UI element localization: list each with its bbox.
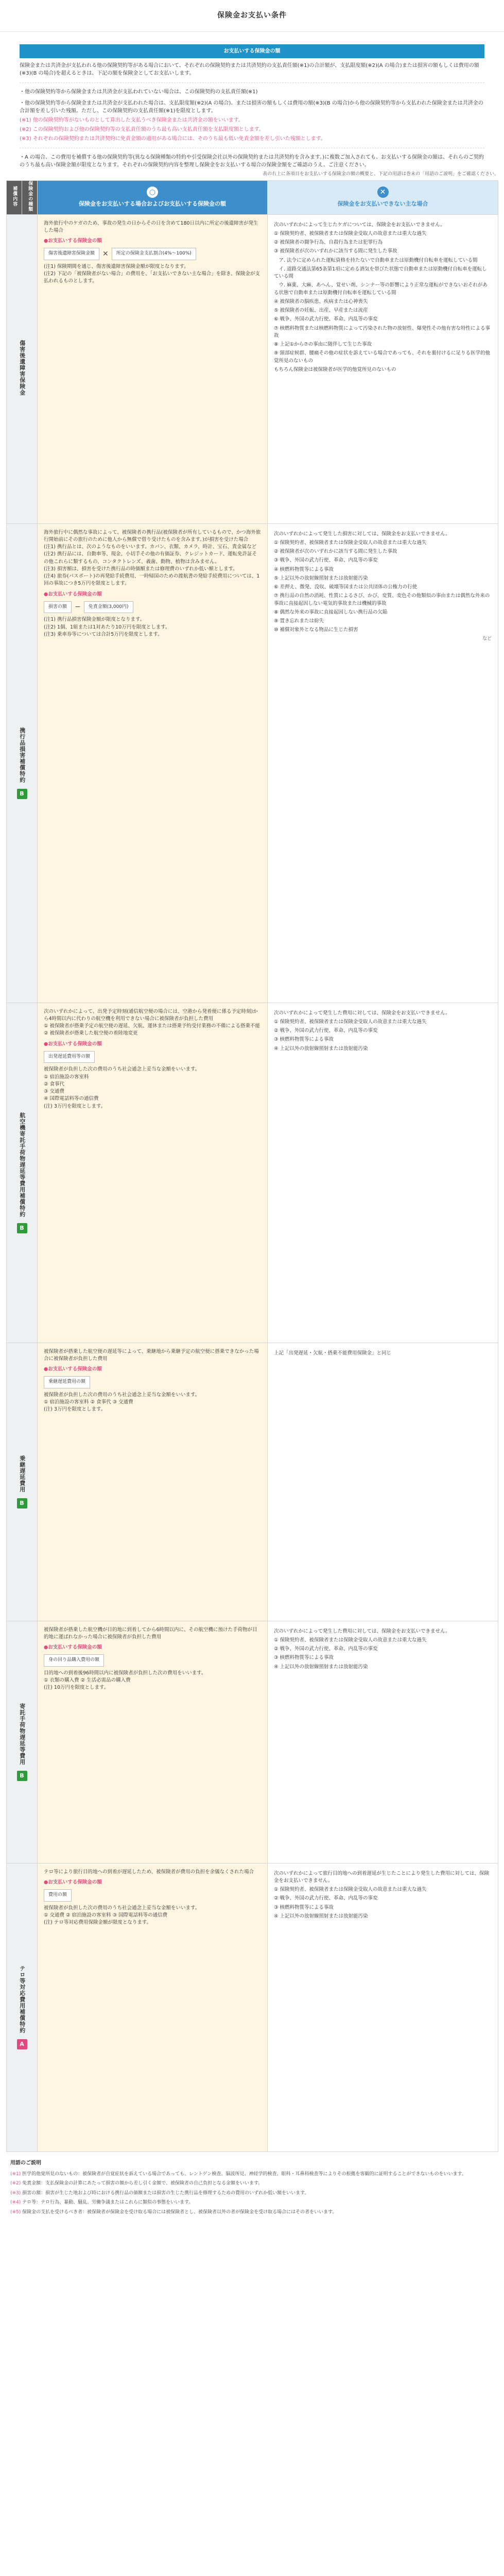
intro-line-1: ・他の保険契約等から保険金または共済金が支払われていない場合は、この保険契約の支払責任額(※1) (20, 89, 258, 95)
pay-cell: 海外旅行中のケガのため、事故の発生の日からその日を含めて180日以内に所定の後遺障害が発生した場合 ●お支払いする保険金の額 傷害後遺障害保険金額 ✕ 所定の保険金支払割合(4%～100%) (注1) 保険期間を通じ、傷害後遺障害保険金額が限度となります。 (注2) 下記の「被保険者がない場合」の費用を、「お支払いできない主な場合」を除き、保険金が支払われるものとします。 (38, 214, 268, 523)
table-row (7, 1863, 498, 2151)
pay-cell: 被保険者が搭乗した航空機が目的地に到着してから6時間以内に、その航空機に預けた手荷物が目的地に運ばれなかった場合に被保険者が負担した費用 ●お支払いする保険金の額 身の回り品購入費用の額 目的地への到着後96時間以内に被保険者が負担した次の費用をいいます。 ① 衣類の購入費 ② 生活必需品の購入費 (注) 10万円を限度とします。 (38, 1621, 268, 1863)
pay-cell: テロ等により旅行目的地への到着が遅延したため、被保険者が費用の負担を余儀なくされた場合 ●お支払いする保険金の額 費用の額 被保険者が負担した次の費用のうち社会通念上妥当な金額をいいます。 ① 交通費 ② 宿泊施設の客室料 ③ 国際電話料等の通信費 (注) テロ等対応費用保険金額が限度となります。 (38, 1863, 268, 2151)
circle-icon: ○ (147, 187, 158, 198)
badge-a: A (17, 2039, 27, 2049)
intro-paragraph: 保険金または共済金が支払われる他の保険契約等がある場合において、それぞれの保険契約または共済契約の支払責任額(※1)の合計額が、支払限度額(※2)(A の場合)または損害の額もしくは費用の額(※3)(B の場合)を超えるときは、下記の額を保険金としてお支払いします。 (20, 63, 479, 76)
glossary-title: 用語のご説明 (10, 2160, 41, 2166)
badge-b: B (17, 789, 27, 799)
glossary (0, 2152, 504, 2216)
note-2: (※2) この保険契約および他の保険契約等の支払責任額のうち最も高い支払責任額を支払限度額とします。 (20, 127, 264, 132)
benefits-table (6, 180, 498, 2152)
table-note: 表の右上に各項目をお支払いする保険金の額の概要と、下記の用語は巻末の「用語のご説明」をご確認ください。 (262, 172, 499, 177)
row-category: 傷害後遺障害保険金 (7, 214, 38, 523)
formula: 出発遅延費用等の額 (44, 1051, 261, 1063)
note-1: (※1) 他の保険契約等がないものとして算出した支払うべき保険金または共済金の額をいいます。 (20, 117, 244, 123)
col-header-nopay: ✕ 保険金をお支払いできない主な場合 (268, 180, 498, 214)
row-category: テロ等対応費用補償特約 A (7, 1863, 38, 2151)
formula: 費用の額 (44, 1889, 261, 1902)
glossary-item: (※4) テロ等：テロ行為、暴動、騒乱、労働争議またはこれらに類似の事態をいいます。 (10, 2200, 194, 2205)
nopay-cell: 次のいずれかによって発生した損害に対しては、保険金をお支払いできません。 ① 保険契約者、被保険者または保険金受取人の故意または重大な過失 ② 被保険者が次のいずれかに該当する間に発生した事故 ③ 戦争、外国の武力行使、革命、内乱等の事変 ④ 核燃料物質等による事故 ⑤ 上記以外の放射線照射または放射能汚染 ⑥ 差押え、徴発、没収、破壊等国または公共団体の公権力の行使 ⑦ 携行品の自然の消耗、性質によるさび、かび、変質、変色その他類似の事由または偶然な外来の事故に直接起因しない電気的事故または機械的事故 ⑧ 偶然な外来の事故に直接起因しない携行品の欠陥 ⑨ 置き忘れまたは紛失 ⑩ 補償対象外となる物品に生じた損害 など (268, 523, 498, 1003)
glossary-item: (※5) 保険金の支払を受けるべき者：被保険者が保険金を受け取る場合には被保険者とし、被保険者以外の者が保険金を受け取る場合にはその者をいいます。 (10, 2209, 337, 2215)
col-header-coverage: 補償内容 (7, 180, 22, 214)
badge-b: B (17, 1771, 27, 1781)
glossary-item: (※3) 損害の額：損害が生じた地および時における携行品の価額または損害の生じた携行品を修理するための費用のいずれか低い額をいいます。 (10, 2190, 309, 2196)
pay-cell: 海外旅行中に偶然な事故によって、被保険者の携行品(被保険者が所有しているもので、かつ海外旅行開始前にその旅行のために他人から無償で借り受けたものを含みます。)が損害を受けた場合 (注1) 携行品とは、次のようなものをいいます。カバン、衣類、カメラ、時計、宝石、貴金属など (注2) 携行品には、自動車等、現金、小切手その他の有価証券、クレジットカード、運転免許証その他これらに類するもの、コンタクトレンズ、義歯、動物、植物は含みません。 (注3) 損害額は、損害を受けた携行品の時価額または修理費のいずれか低い額とします。 (注4) 旅券(パスポート)の再発給手続費用、一時帰国のための渡航書の発給手続費用については、1回の事故につき5万円を限度とします。 ●お支払いする保険金の額 損害の額 − 免責金額(3,000円) (注1) 携行品損害保険金額が限度となります。 (注2) 1個、1組または1対あたり10万円を限度とします。 (注3) 乗車券等については合計5万円を限度とします。 (38, 523, 268, 1003)
nopay-cell: 次のいずれかによって旅行目的地への到着遅延が生じたことにより発生した費用に対しては、保険金をお支払いできません。 ① 保険契約者、被保険者または保険金受取人の故意または重大な過失 ② 戦争、外国の武力行使、革命、内乱等の事変 ③ 核燃料物質等による事故 ④ 上記以外の放射線照射または放射能汚染 (268, 1863, 498, 2151)
intro-notes (20, 116, 484, 143)
summary-bar: お支払いする保険金の額 (20, 44, 484, 58)
badge-b: B (17, 1498, 27, 1509)
intro-section (0, 32, 504, 169)
intro-paragraph-2: ・A の場合、この費用を補償する他の保険契約等(異なる保険種類の特約や引受保険会社以外の保険契約または共済契約を含みます。)に複数ご加入されても、お支払いする保険金の額は、それらのご契約のうち最も高い保険金額が限度となります。それぞれの保険契約内容を整理し保険金をお支払いする場合の保険金額をご確認のうえ、ご注意ください。 (20, 155, 484, 168)
glossary-item: (※2) 免責金額：支払保険金の計算にあたって損害の額から差し引く金額で、被保険者の自己負担となる金額をいいます。 (10, 2181, 263, 2186)
row-category: 寄託手荷物遅延等費用 B (7, 1621, 38, 1863)
nopay-cell: 次のいずれかによって発生した費用に対しては、保険金をお支払いできません。 ① 保険契約者、被保険者または保険金受取人の故意または重大な過失 ② 戦争、外国の武力行使、革命、内乱等の事変 ③ 核燃料物質等による事故 ④ 上記以外の放射線照射または放射能汚染 (268, 1003, 498, 1343)
col-header-type: 保険金の種類 (22, 180, 38, 214)
pay-cell: 被保険者が搭乗した航空便の遅延等によって、乗継地から乗継予定の航空便に搭乗できなかった場合に被保険者が負担した費用 ●お支払いする保険金の額 乗継遅延費用の額 被保険者が負担した次の費用のうち社会通念上妥当な金額をいいます。 ① 宿泊施設の客室料 ② 食事代 ③ 交通費 (注) 3万円を限度とします。 (38, 1343, 268, 1621)
table-header-row (7, 180, 498, 214)
formula: 身の回り品購入費用の額 (44, 1654, 261, 1667)
badge-b: B (17, 1223, 27, 1233)
cross-icon: ✕ (377, 187, 389, 198)
formula: 損害の額 − 免責金額(3,000円) (44, 601, 261, 614)
divider (20, 82, 484, 83)
nopay-cell: 次のいずれかによって発生した費用に対しては、保険金をお支払いできません。 ① 保険契約者、被保険者または保険金受取人の故意または重大な過失 ② 戦争、外国の武力行使、革命、内乱等の事変 ③ 核燃料物質等による事故 ④ 上記以外の放射線照射または放射能汚染 (268, 1621, 498, 1863)
intro-line-2: ・他の保険契約等から保険金または共済金が支払われた場合は、支払限度額(※2)(A の場合)、または損害の額もしくは費用の額(※3)(B の場合)から他の保険契約等から支払われた保険金または共済金の合計額を差し引いた残額。ただし、この保険契約の支払責任額(※1)を限度とします。 (20, 100, 483, 114)
note-3: (※3) それぞれの保険契約または共済契約に免責金額の適用がある場合には、そのうち最も低い免責金額を差し引いた残額とします。 (20, 136, 326, 142)
table-row (7, 1621, 498, 1863)
nopay-cell: 次のいずれかによって生じたケガについては、保険金をお支払いできません。 ① 保険契約者、被保険者または保険金受取人の故意または重大な過失 ② 被保険者の闘争行為、自殺行為または犯罪行為 ③ 被保険者が次のいずれかに該当する間に発生した事故 ア. 法令に定められた運転資格を持たないで自動車または原動機付自転車を運転している間 イ. 道路交通法第65条第1項に定める酒気を帯びた状態で自動車または原動機付自転車を運転している間 ウ. 麻薬、大麻、あへん、覚せい剤、シンナー等の影響により正常な運転ができないおそれがある状態で自動車または原動機付自転車を運転している間 ④ 被保険者の脳疾患、疾病または心神喪失 ⑤ 被保険者の妊娠、出産、早産または流産 ⑥ 戦争、外国の武力行使、革命、内乱等の事変 ⑦ 核燃料物質または核燃料物質によって汚染された物の放射性、爆発性その他有害な特性による事故 ⑧ 上記①から⑦の事由に随伴して生じた事故 ⑨ 頸部症候群、腰痛その他の症状を訴えている場合であっても、それを裏付けるに足りる医学的他覚所見のないもの もちろん保険金は被保険者が医学的他覚所見のないもの (268, 214, 498, 523)
row-category: 携行品損害補償特約 B (7, 523, 38, 1003)
table-row (7, 523, 498, 1003)
row-category: 航空機寄託手荷物遅延等費用補償特約 B (7, 1003, 38, 1343)
table-row (7, 214, 498, 523)
pay-cell: 次のいずれかによって、出発予定時刻(通信航空便の場合には、空港から発着便に係る予定時刻)から4時間以内に代わりの航空機を利用できない場合に被保険者が負担した費用 ① 被保険者が搭乗予定の航空便の遅延、欠航、運休または搭乗予約受付業務の不備による搭乗不能 ② 被保険者が搭乗した航空便の着陸地変更 ●お支払いする保険金の額 出発遅延費用等の額 被保険者が負担した次の費用のうち社会通念上妥当な金額をいいます。 ① 宿泊施設の客室料 ② 食事代 ③ 交通費 ④ 国際電話料等の通信費 (注) 3万円を限度とします。 (38, 1003, 268, 1343)
col-header-pay: ○ 保険金をお支払いする場合およびお支払いする保険金の額 (38, 180, 268, 214)
table-row (7, 1343, 498, 1621)
formula: 傷害後遺障害保険金額 ✕ 所定の保険金支払割合(4%～100%) (44, 248, 261, 260)
nopay-cell: 上記「出発遅延・欠航・搭乗不能費用保険金」と同じ (268, 1343, 498, 1621)
table-row (7, 1003, 498, 1343)
row-category: 乗継遅延費用 B (7, 1343, 38, 1621)
formula: 乗継遅延費用の額 (44, 1376, 261, 1388)
page-title: 保険金お支払い条件 (0, 0, 504, 32)
glossary-item: (※1) 医学的他覚所見のないもの：被保険者が自覚症状を訴えている場合であっても、レントゲン検査、脳波所見、神経学的検査、眼科・耳鼻科検査等によりその根拠を客観的に証明することができないものをいいます。 (10, 2171, 466, 2177)
